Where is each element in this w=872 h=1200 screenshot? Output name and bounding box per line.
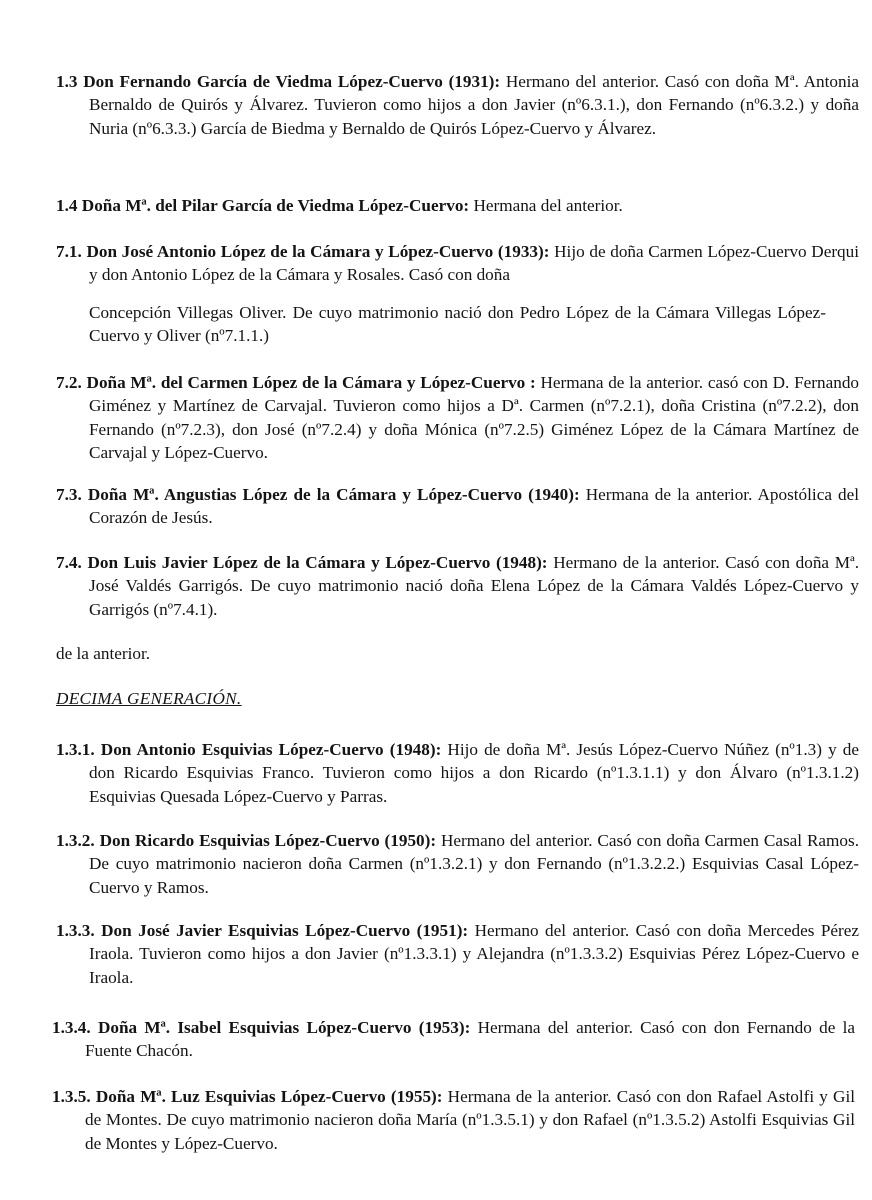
entry-text: Hermana del anterior. — [469, 196, 623, 215]
entry-title: Doña Mª. Angustias López de la Cámara y López-Cuervo (1940): — [87, 485, 580, 504]
entry-number: 7.1. — [56, 242, 82, 261]
entry-text: Hermano del anterior. Casó con doña Carmen Casal Ramos. De cuyo matrimonio nacieron doña Carmen (nº1.3.2.1) y don Fernando (nº1.3.2.2.) Esquivias Casal López-Cuervo y Ramos. — [89, 831, 860, 897]
entry-number: 1.3.3. — [56, 921, 95, 940]
entry-7-4 — [56, 551, 859, 621]
entry-number: 1.3.2. — [56, 831, 95, 850]
entry-title: Don Fernando García de Viedma López-Cuervo (1931): — [83, 72, 501, 91]
entry-title: Don Luis Javier López de la Cámara y López-Cuervo (1948): — [87, 553, 548, 572]
entry-text: Hermana de la anterior. Apostólica del Corazón de Jesús. — [89, 485, 860, 528]
entry-1-3-1 — [56, 738, 859, 808]
entry-title: Don José Antonio López de la Cámara y López-Cuervo (1933): — [86, 242, 550, 261]
entry-7-3 — [56, 483, 859, 530]
entry-title: Doña Mª. del Carmen López de la Cámara y López-Cuervo : — [86, 373, 536, 392]
entry-number: 7.3. — [56, 485, 82, 504]
entry-text: Hermano del anterior. Casó con doña Mercedes Pérez Iraola. Tuvieron como hijos a don Javier (nº1.3.3.1) y Alejandra (nº1.3.3.2) Esquivias Pérez López-Cuervo e Iraola. — [89, 921, 860, 987]
entry-title: Don Ricardo Esquivias López-Cuervo (1950): — [99, 831, 437, 850]
entry-1-3-2 — [56, 829, 859, 899]
entry-text: Hermana de la anterior. casó con D. Fernando Giménez y Martínez de Carvajal. Tuvieron como hijos a Dª. Carmen (nº7.2.1), doña Cristina (nº7.2.2), don Fernando (nº7.2.3), don José (nº7.2.4) y doña Mónica (nº7.2.5) Giménez López de la Cámara Martínez de Carvajal y López-Cuervo. — [89, 373, 860, 462]
entry-text: Hijo de doña Carmen López-Cuervo Derqui y don Antonio López de la Cámara y Rosales. Casó con doña — [89, 242, 860, 285]
entry-1-3 — [56, 70, 859, 140]
entry-title: Doña Mª. del Pilar García de Viedma López-Cuervo: — [81, 196, 470, 215]
loose-line: de la anterior. — [56, 644, 151, 663]
entry-number: 7.2. — [56, 373, 82, 392]
entry-text: Hermano de la anterior. Casó con doña Mª. José Valdés Garrigós. De cuyo matrimonio nació doña Elena López de la Cámara Valdés López-Cuervo y Garrigós (nº7.4.1). — [89, 553, 860, 619]
entry-1-3-3 — [56, 919, 859, 989]
entry-text: Concepción Villegas Oliver. De cuyo matrimonio nació don Pedro López de la Cámara Villegas López-Cuervo y Oliver (nº7.1.1.) — [89, 303, 826, 346]
entry-1-3-5 — [52, 1085, 855, 1155]
entry-number: 1.3.4. — [52, 1018, 91, 1037]
entry-1-3-4 — [52, 1016, 855, 1063]
entry-text: Hermana del anterior. Casó con don Fernando de la Fuente Chacón. — [85, 1018, 855, 1061]
entry-title: Doña Mª. Isabel Esquivias López-Cuervo (1953): — [97, 1018, 471, 1037]
entry-title: Doña Mª. Luz Esquivias López-Cuervo (1955): — [95, 1087, 443, 1106]
entry-text: Hijo de doña Mª. Jesús López-Cuervo Núñez (nº1.3) y de don Ricardo Esquivias Franco. Tuvieron como hijos a don Ricardo (nº1.3.1.1) y don Álvaro (nº1.3.1.2) Esquivias Quesada López-Cuervo y Parras. — [89, 740, 859, 806]
entry-text: Hermano del anterior. Casó con doña Mª. Antonia Bernaldo de Quirós y Álvarez. Tuvieron como hijos a don Javier (nº6.3.1.), don Fernando (nº6.3.2.) y doña Nuria (nº6.3.3.) García de Biedma y Bernaldo de Quirós López-Cuervo y Álvarez. — [89, 72, 860, 138]
entry-number: 1.3 — [56, 72, 78, 91]
section-heading: DECIMA GENERACIÓN. — [56, 689, 242, 708]
entry-7-1 — [56, 240, 859, 287]
entry-number: 1.3.1. — [56, 740, 95, 759]
entry-number: 1.4 — [56, 196, 78, 215]
entry-number: 1.3.5. — [52, 1087, 91, 1106]
entry-1-4 — [56, 194, 859, 217]
entry-title: Don José Javier Esquivias López-Cuervo (1951): — [101, 921, 469, 940]
entry-title: Don Antonio Esquivias López-Cuervo (1948): — [100, 740, 442, 759]
entry-text: Hermana de la anterior. Casó con don Rafael Astolfi y Gil de Montes. De cuyo matrimonio nacieron doña María (nº1.3.5.1) y don Rafael (nº1.3.5.2) Astolfi Esquivias Gil de Montes y López-Cuervo. — [85, 1087, 855, 1153]
entry-number: 7.4. — [56, 553, 82, 572]
entry-7-1-continued — [56, 301, 826, 348]
entry-7-2 — [56, 371, 859, 464]
